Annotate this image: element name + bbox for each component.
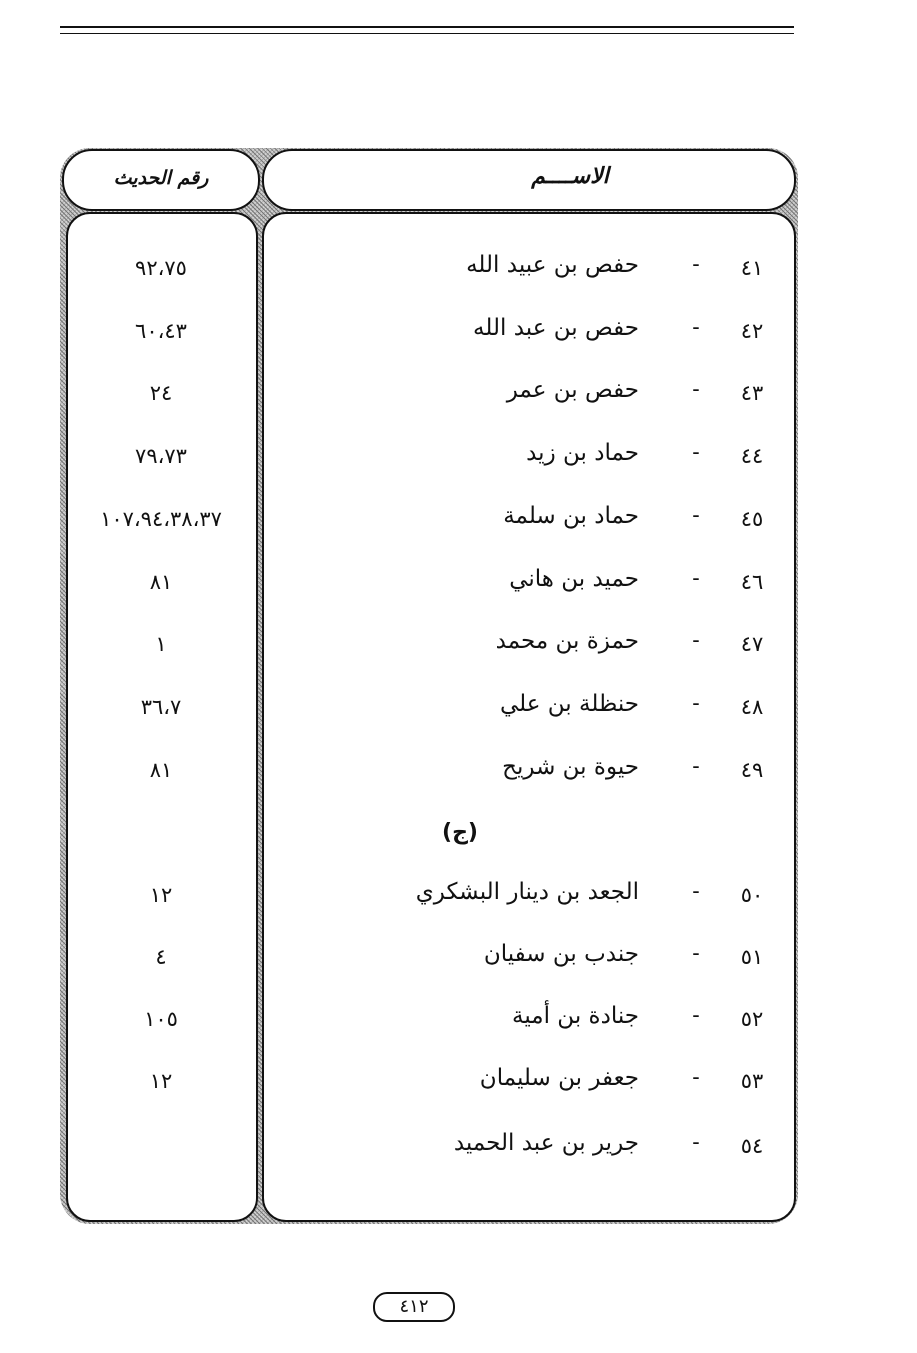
dash-separator: - xyxy=(692,503,700,528)
narrator-name: حفص بن عبيد الله xyxy=(466,252,639,278)
top-rule-thick xyxy=(60,26,794,28)
table-row xyxy=(0,626,917,666)
table-row xyxy=(0,1001,917,1041)
hadith-numbers: ٤ xyxy=(155,945,167,969)
entry-index: ٤٦ xyxy=(740,570,764,594)
narrator-name: حيوة بن شريح xyxy=(502,754,639,780)
hadith-numbers: ٨١ xyxy=(149,570,173,594)
dash-separator: - xyxy=(692,691,700,716)
hadith-numbers: ٩٢،٧٥ xyxy=(135,256,187,280)
narrator-name: حماد بن سلمة xyxy=(503,503,639,529)
dash-separator: - xyxy=(692,315,700,340)
table-row xyxy=(0,564,917,604)
narrator-name: حميد بن هاني xyxy=(509,566,639,592)
dash-separator: - xyxy=(692,628,700,653)
narrator-name: جندب بن سفيان xyxy=(483,941,639,967)
table-row xyxy=(0,313,917,353)
entry-index: ٤٢ xyxy=(740,319,764,343)
entry-index: ٥٢ xyxy=(740,1007,764,1031)
table-row xyxy=(0,689,917,729)
hadith-numbers: ١ xyxy=(155,632,167,656)
table-row xyxy=(0,939,917,979)
dash-separator: - xyxy=(692,941,700,966)
narrator-name: حفص بن عبد الله xyxy=(473,315,639,341)
number-column-title: رقم الحديث xyxy=(113,167,209,189)
entry-index: ٤٧ xyxy=(740,632,764,656)
narrator-name: حمزة بن محمد xyxy=(495,628,639,654)
dash-separator: - xyxy=(692,566,700,591)
table-row xyxy=(0,1063,917,1103)
narrator-name: حماد بن زيد xyxy=(526,440,639,466)
hadith-numbers: ٧٩،٧٣ xyxy=(135,444,187,468)
entry-index: ٤٤ xyxy=(740,444,764,468)
narrator-name: جرير بن عبد الحميد xyxy=(453,1130,639,1156)
page-number: ٤١٢ xyxy=(373,1292,455,1322)
dash-separator: - xyxy=(692,879,700,904)
table-row xyxy=(0,877,917,917)
name-column-title: الاســــم xyxy=(531,164,609,189)
dash-separator: - xyxy=(692,1130,700,1155)
narrator-name: حفص بن عمر xyxy=(506,377,639,403)
table-row xyxy=(0,438,917,478)
table-row xyxy=(0,501,917,541)
entry-index: ٥٤ xyxy=(740,1134,764,1158)
entry-index: ٤٥ xyxy=(740,507,764,531)
narrator-name: الجعد بن دينار البشكري xyxy=(415,879,639,905)
hadith-numbers: ٢٤ xyxy=(149,381,173,405)
entry-index: ٤٨ xyxy=(740,695,764,719)
dash-separator: - xyxy=(692,1065,700,1090)
hadith-numbers: ١٠٥ xyxy=(144,1007,178,1031)
narrator-name: حنظلة بن علي xyxy=(499,691,639,717)
dash-separator: - xyxy=(692,440,700,465)
narrator-name: جعفر بن سليمان xyxy=(479,1065,639,1091)
table-row xyxy=(0,1128,917,1168)
dash-separator: - xyxy=(692,377,700,402)
entry-index: ٥٣ xyxy=(740,1069,764,1093)
entry-index: ٥٠ xyxy=(740,883,764,907)
top-rule-thin xyxy=(60,33,794,34)
entry-index: ٥١ xyxy=(740,945,764,969)
narrator-name: جنادة بن أمية xyxy=(512,1003,639,1029)
entry-index: ٤٣ xyxy=(740,381,764,405)
table-row xyxy=(0,752,917,792)
dash-separator: - xyxy=(692,754,700,779)
dash-separator: - xyxy=(692,1003,700,1028)
hadith-numbers: ١٢ xyxy=(149,1069,173,1093)
dash-separator: - xyxy=(692,252,700,277)
hadith-numbers: ٨١ xyxy=(149,758,173,782)
hadith-numbers: ١٢ xyxy=(149,883,173,907)
hadith-numbers: ٦٠،٤٣ xyxy=(135,319,187,343)
table-row xyxy=(0,375,917,415)
entry-index: ٤٩ xyxy=(740,758,764,782)
hadith-numbers: ٣٦،٧ xyxy=(140,695,182,719)
entry-index: ٤١ xyxy=(740,256,764,280)
table-row xyxy=(0,250,917,290)
hadith-numbers: ١٠٧،٩٤،٣٨،٣٧ xyxy=(100,507,222,531)
section-letter-jim: (ج) xyxy=(442,820,478,845)
